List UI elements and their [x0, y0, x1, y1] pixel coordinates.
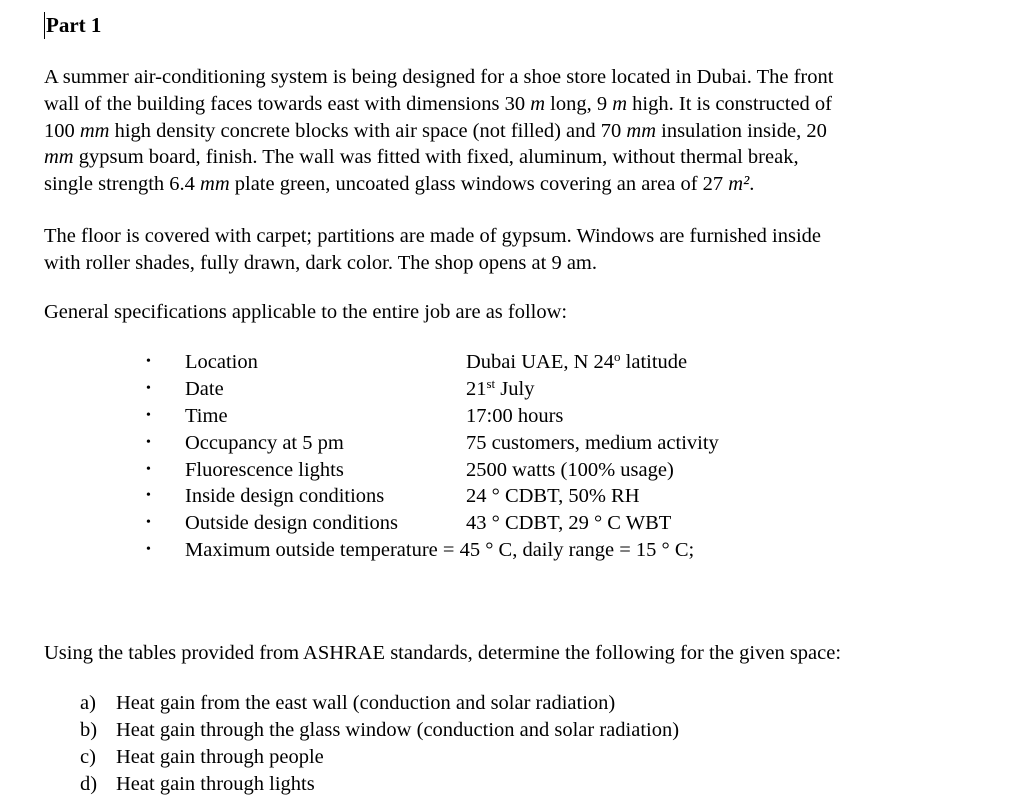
text-run: insulation inside, 20	[656, 119, 827, 142]
paragraph-2-line-2: with roller shades, fully drawn, dark color. The shop opens at 9 am.	[44, 251, 597, 274]
spec-value	[466, 349, 687, 378]
question-marker: c)	[80, 746, 96, 768]
paragraph-1-line-1: A summer air-conditioning system is being designed for a shoe store located in Dubai. The front	[44, 66, 834, 88]
spec-text: Maximum outside temperature = 45 ° C, daily range = 15 ° C;	[185, 539, 695, 562]
bullet-icon: •	[146, 542, 151, 558]
spec-time	[0, 403, 1024, 430]
paragraph-1-line-5	[44, 171, 1004, 198]
spec-value: 75 customers, medium activity	[466, 431, 719, 454]
spec-occupancy	[0, 430, 1024, 457]
question-marker: d)	[80, 773, 98, 795]
part-heading: Part 1	[46, 13, 102, 37]
bullet-icon: •	[146, 407, 151, 423]
question-list	[0, 690, 1024, 798]
degree-superscript: o	[614, 349, 621, 364]
spec-value	[466, 376, 534, 405]
spec-label: Occupancy at 5 pm	[185, 431, 344, 454]
paragraph-1-line-4	[44, 144, 1004, 171]
text-run: latitude	[620, 351, 688, 373]
unit-mm: mm	[79, 119, 110, 142]
unit-m2: m²	[728, 173, 750, 196]
spec-value: 2500 watts (100% usage)	[466, 458, 674, 481]
text-run: high. It is constructed of	[627, 92, 833, 115]
bullet-icon: •	[146, 488, 151, 504]
spec-inside-conditions	[0, 483, 1024, 510]
question-text: Heat gain from the east wall (conduction and solar radiation)	[116, 692, 616, 714]
spec-label: Location	[185, 351, 258, 373]
paragraph-2-line-1: The floor is covered with carpet; partitions are made of gypsum. Windows are furnished inside	[44, 225, 822, 247]
specifications-intro: General specifications applicable to the entire job are as follow:	[44, 301, 568, 323]
unit-mm: mm	[200, 173, 230, 196]
paragraph-1-line-2	[44, 91, 1004, 118]
spec-label: Outside design conditions	[185, 512, 398, 535]
text-run: single strength 6.4	[44, 173, 201, 196]
text-run: long, 9	[545, 92, 613, 115]
paragraph-1-line-3	[44, 118, 1004, 145]
bullet-icon: •	[146, 461, 151, 477]
text-run: .	[749, 173, 755, 196]
specifications-list	[0, 349, 1024, 564]
question-item	[0, 690, 1024, 717]
unit-m: m	[530, 92, 546, 115]
spec-date	[0, 376, 1024, 403]
spec-location	[0, 349, 1024, 376]
question-item	[0, 744, 1024, 771]
question-text: Heat gain through lights	[116, 773, 315, 795]
unit-mm: mm	[626, 119, 656, 142]
spec-label: Fluorescence lights	[185, 458, 344, 481]
spec-label: Inside design conditions	[185, 485, 385, 508]
bullet-icon: •	[146, 434, 151, 450]
spec-value: 17:00 hours	[466, 404, 564, 427]
spec-label: Time	[185, 404, 228, 427]
question-item	[0, 717, 1024, 744]
text-cursor	[44, 12, 45, 39]
problem-paragraph-1	[44, 64, 1004, 198]
spec-label: Date	[185, 377, 224, 400]
text-run: 100	[44, 119, 80, 142]
spec-max-temperature	[0, 537, 1024, 564]
bullet-icon: •	[146, 515, 151, 531]
text-run: Dubai UAE, N 24	[466, 351, 615, 373]
question-item	[0, 771, 1024, 798]
bullet-icon: •	[146, 380, 151, 396]
task-intro: Using the tables provided from ASHRAE standards, determine the following for the given space:	[44, 642, 842, 664]
unit-m: m	[612, 92, 628, 115]
text-run: wall of the building faces towards east with dimensions 30	[44, 92, 531, 115]
ordinal-superscript: st	[486, 375, 496, 391]
spec-value: 24 ° CDBT, 50% RH	[466, 485, 640, 508]
text-run: high density concrete blocks with air space (not filled) and 70	[109, 119, 627, 142]
problem-paragraph-2	[44, 223, 1004, 277]
spec-outside-conditions	[0, 510, 1024, 537]
question-text: Heat gain through people	[116, 746, 324, 768]
spec-lights	[0, 457, 1024, 484]
spec-value: 43 ° CDBT, 29 ° C WBT	[466, 512, 672, 535]
question-marker: a)	[80, 692, 96, 714]
question-marker: b)	[80, 719, 98, 741]
text-run: 21	[466, 377, 487, 400]
text-run: plate green, uncoated glass windows covering an area of 27	[229, 173, 729, 196]
text-run: July	[495, 377, 535, 400]
question-text: Heat gain through the glass window (conduction and solar radiation)	[116, 719, 680, 741]
unit-mm: mm	[44, 146, 74, 169]
text-run: gypsum board, finish. The wall was fitted with fixed, aluminum, without thermal break,	[73, 146, 799, 169]
bullet-icon: •	[146, 354, 151, 369]
